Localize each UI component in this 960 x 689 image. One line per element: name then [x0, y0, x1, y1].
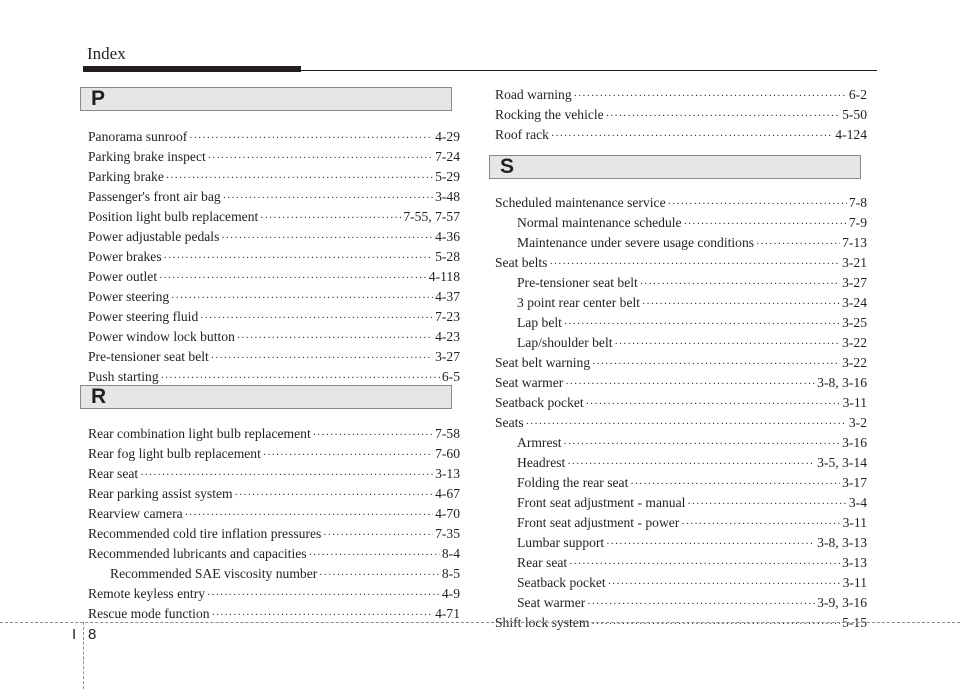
dot-leader — [171, 289, 433, 309]
index-entry — [495, 533, 867, 553]
entry-label: Lumbar support — [517, 535, 605, 550]
index-entry — [495, 473, 867, 493]
index-entry — [88, 524, 460, 544]
entry-label: Lap belt — [517, 315, 562, 330]
index-entry — [88, 424, 460, 444]
index-entry — [88, 604, 460, 624]
entry-label: Rescue mode function — [88, 606, 210, 621]
entry-page: 3-27 — [842, 275, 867, 290]
entry-page: 5-50 — [842, 107, 867, 122]
dot-leader — [260, 209, 401, 229]
entry-label: Recommended cold tire inflation pressures — [88, 526, 322, 541]
entry-label: Rear seat — [517, 555, 568, 570]
index-entry — [495, 493, 867, 513]
dot-leader — [212, 606, 434, 626]
dot-leader — [221, 229, 433, 249]
dot-leader — [564, 315, 840, 335]
entry-page: 3-13 — [435, 466, 460, 481]
index-entry — [495, 193, 867, 213]
dot-leader — [687, 495, 846, 515]
dot-leader — [640, 275, 840, 295]
entry-page: 3-25 — [842, 315, 867, 330]
index-entry — [88, 147, 460, 167]
entry-label: Seats — [495, 415, 524, 430]
dot-leader — [551, 127, 833, 147]
footer-page-number: 8 — [88, 626, 97, 643]
dot-leader — [208, 149, 433, 169]
dot-leader — [223, 189, 433, 209]
dot-leader — [567, 455, 815, 475]
entry-page: 7-13 — [842, 235, 867, 250]
dot-leader — [526, 415, 847, 435]
dot-leader — [681, 515, 840, 535]
dot-leader — [668, 195, 847, 215]
entry-label: Rear parking assist system — [88, 486, 233, 501]
dot-leader — [756, 235, 840, 255]
index-entry — [88, 464, 460, 484]
index-entry — [495, 233, 867, 253]
entry-page: 4-9 — [441, 586, 460, 601]
dot-leader — [608, 575, 841, 595]
index-entry — [495, 85, 867, 105]
entry-label: Maintenance under severe usage conditions — [517, 235, 755, 250]
entry-page: 4-36 — [435, 229, 460, 244]
dot-leader — [185, 506, 433, 526]
dot-leader — [615, 335, 841, 355]
index-entry — [495, 293, 867, 313]
entry-page: 7-24 — [435, 149, 460, 164]
header-bar — [83, 66, 301, 72]
entry-page: 3-5, 3-14 — [817, 455, 867, 470]
entry-label: Recommended lubricants and capacities — [88, 546, 307, 561]
dot-leader — [606, 107, 840, 127]
entry-label: Panorama sunroof — [88, 129, 188, 144]
entry-label: Parking brake inspect — [88, 149, 206, 164]
index-entry — [495, 373, 867, 393]
dot-leader — [549, 255, 840, 275]
index-entry — [88, 207, 460, 227]
entry-page: 4-23 — [435, 329, 460, 344]
index-entry — [88, 127, 460, 147]
entry-page: 3-22 — [842, 355, 867, 370]
entry-label: Recommended SAE viscosity number — [110, 566, 318, 581]
dot-leader — [166, 169, 433, 189]
index-entry — [88, 564, 460, 584]
header-rule — [301, 70, 877, 71]
entry-label: Front seat adjustment - manual — [517, 495, 686, 510]
entry-page: 3-8, 3-13 — [817, 535, 867, 550]
footer-section-letter: I — [72, 626, 77, 643]
page-title: Index — [87, 44, 126, 63]
entry-label: Folding the rear seat — [517, 475, 629, 490]
section-header-s — [489, 155, 861, 179]
entry-page: 7-23 — [435, 309, 460, 324]
entry-page: 3-8, 3-16 — [817, 375, 867, 390]
dot-leader — [606, 535, 815, 555]
entry-page: 3-11 — [842, 575, 867, 590]
entry-page: 6-5 — [441, 369, 460, 384]
index-entry — [495, 513, 867, 533]
entry-label: Rear seat — [88, 466, 139, 481]
index-entry — [88, 267, 460, 287]
entry-page: 3-48 — [435, 189, 460, 204]
entry-page: 3-22 — [842, 335, 867, 350]
entry-label: Seat belt warning — [495, 355, 591, 370]
dot-leader — [592, 355, 840, 375]
entry-page: 7-60 — [435, 446, 460, 461]
index-entry — [88, 167, 460, 187]
dot-leader — [140, 466, 433, 486]
index-entry — [495, 393, 867, 413]
index-entry — [88, 367, 460, 387]
entry-label: Lap/shoulder belt — [517, 335, 613, 350]
entry-label: Road warning — [495, 87, 572, 102]
entry-label: Power adjustable pedals — [88, 229, 220, 244]
entry-label: Rear combination light bulb replacement — [88, 426, 311, 441]
dot-leader — [211, 349, 433, 369]
entry-page: 3-11 — [842, 395, 867, 410]
entry-page: 3-27 — [435, 349, 460, 364]
entry-page: 8-4 — [441, 546, 460, 561]
entry-label: Seat warmer — [517, 595, 586, 610]
entry-label: Pre-tensioner seat belt — [88, 349, 209, 364]
dot-leader — [189, 129, 433, 149]
entry-label: Seatback pocket — [517, 575, 606, 590]
dot-leader — [313, 426, 433, 446]
index-entry — [495, 125, 867, 145]
index-entry — [88, 187, 460, 207]
index-entry — [88, 247, 460, 267]
entry-page: 3-24 — [842, 295, 867, 310]
entry-page: 6-2 — [848, 87, 867, 102]
index-entry — [88, 287, 460, 307]
entry-page: 5-15 — [842, 615, 867, 630]
entry-page: 3-4 — [848, 495, 867, 510]
index-entry — [88, 484, 460, 504]
section-r-continued-entries — [495, 85, 867, 145]
footer-vertical-rule — [83, 622, 84, 689]
entry-label: Remote keyless entry — [88, 586, 206, 601]
entry-label: Passenger's front air bag — [88, 189, 221, 204]
entry-page: 3-13 — [842, 555, 867, 570]
index-entry — [88, 584, 460, 604]
entry-page: 4-124 — [835, 127, 867, 142]
dot-leader — [309, 546, 440, 566]
index-entry — [88, 544, 460, 564]
entry-page: 7-35 — [435, 526, 460, 541]
entry-label: Headrest — [517, 455, 566, 470]
dot-leader — [684, 215, 847, 235]
entry-page: 5-29 — [435, 169, 460, 184]
footer-divider — [0, 622, 960, 623]
index-entry — [495, 453, 867, 473]
dot-leader — [587, 595, 815, 615]
entry-label: Front seat adjustment - power — [517, 515, 680, 530]
section-header-r — [80, 385, 452, 409]
section-s-entries — [495, 193, 867, 633]
index-entry — [88, 444, 460, 464]
entry-page: 3-11 — [842, 515, 867, 530]
dot-leader — [569, 555, 840, 575]
entry-label: 3 point rear center belt — [517, 295, 641, 310]
dot-leader — [586, 395, 841, 415]
dot-leader — [164, 249, 433, 269]
dot-leader — [319, 566, 440, 586]
index-entry — [495, 253, 867, 273]
entry-page: 5-28 — [435, 249, 460, 264]
entry-label: Rocking the vehicle — [495, 107, 604, 122]
index-entry — [495, 313, 867, 333]
entry-page: 3-2 — [848, 415, 867, 430]
entry-label: Power steering — [88, 289, 170, 304]
entry-label: Shift lock system — [495, 615, 590, 630]
dot-leader — [237, 329, 433, 349]
dot-leader — [564, 435, 841, 455]
entry-page: 8-5 — [441, 566, 460, 581]
entry-label: Push starting — [88, 369, 159, 384]
entry-page: 7-9 — [848, 215, 867, 230]
dot-leader — [323, 526, 433, 546]
entry-page: 3-16 — [842, 435, 867, 450]
dot-leader — [591, 615, 840, 635]
entry-page: 3-17 — [842, 475, 867, 490]
index-entry — [495, 413, 867, 433]
entry-label: Armrest — [517, 435, 562, 450]
section-p-entries — [88, 127, 460, 387]
entry-label: Power brakes — [88, 249, 162, 264]
entry-label: Power steering fluid — [88, 309, 199, 324]
entry-page: 4-37 — [435, 289, 460, 304]
index-entry — [88, 327, 460, 347]
entry-label: Pre-tensioner seat belt — [517, 275, 638, 290]
entry-label: Seat warmer — [495, 375, 564, 390]
entry-page: 7-55, 7-57 — [403, 209, 460, 224]
section-r-entries — [88, 424, 460, 624]
index-entry — [495, 573, 867, 593]
entry-label: Power outlet — [88, 269, 158, 284]
index-entry — [88, 504, 460, 524]
entry-label: Parking brake — [88, 169, 164, 184]
dot-leader — [263, 446, 433, 466]
entry-label: Seatback pocket — [495, 395, 584, 410]
index-entry — [88, 227, 460, 247]
index-entry — [495, 213, 867, 233]
index-entry — [495, 593, 867, 613]
dot-leader — [565, 375, 815, 395]
index-entry — [495, 433, 867, 453]
index-entry — [88, 307, 460, 327]
dot-leader — [200, 309, 433, 329]
entry-page: 4-67 — [435, 486, 460, 501]
entry-page: 3-21 — [842, 255, 867, 270]
dot-leader — [574, 87, 847, 107]
index-entry — [495, 333, 867, 353]
entry-label: Rearview camera — [88, 506, 183, 521]
entry-label: Position light bulb replacement — [88, 209, 259, 224]
dot-leader — [630, 475, 840, 495]
entry-label: Roof rack — [495, 127, 549, 142]
index-entry — [495, 353, 867, 373]
index-entry — [495, 553, 867, 573]
index-entry — [495, 105, 867, 125]
dot-leader — [159, 269, 427, 289]
dot-leader — [642, 295, 840, 315]
entry-page: 4-118 — [428, 269, 460, 284]
section-letter: R — [91, 385, 107, 408]
entry-page: 4-71 — [435, 606, 460, 621]
section-header-p — [80, 87, 452, 111]
index-entry — [495, 273, 867, 293]
index-entry — [495, 613, 867, 633]
entry-page: 4-29 — [435, 129, 460, 144]
entry-label: Power window lock button — [88, 329, 235, 344]
entry-page: 7-8 — [848, 195, 867, 210]
entry-label: Seat belts — [495, 255, 548, 270]
entry-label: Rear fog light bulb replacement — [88, 446, 261, 461]
section-letter: S — [500, 155, 515, 178]
dot-leader — [207, 586, 440, 606]
entry-label: Normal maintenance schedule — [517, 215, 682, 230]
index-entry — [88, 347, 460, 367]
dot-leader — [235, 486, 433, 506]
entry-label: Scheduled maintenance service — [495, 195, 666, 210]
entry-page: 7-58 — [435, 426, 460, 441]
entry-page: 3-9, 3-16 — [817, 595, 867, 610]
entry-page: 4-70 — [435, 506, 460, 521]
section-letter: P — [91, 87, 106, 110]
